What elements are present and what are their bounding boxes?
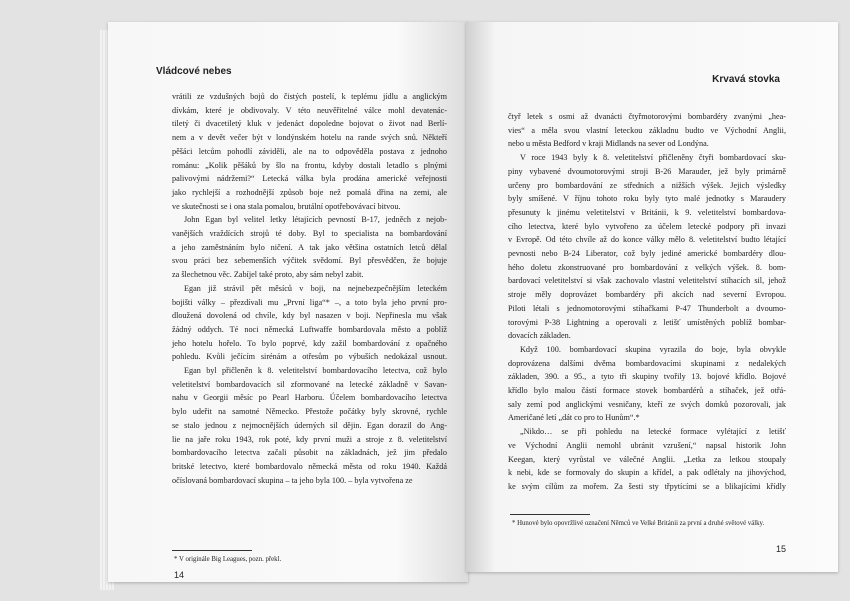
text-line: „Nikdo… se při pohledu na letecké formace vylétající z letišť bbox=[520, 427, 786, 437]
right-page-number: 15 bbox=[775, 544, 786, 554]
text-line: Piloti létali s jednomotorovými stíhačkami P-47 Thunderbolt a dvoumo- bbox=[508, 303, 786, 313]
text-line: bylo udeřit na samotné Německo. Přestože počátky byly skrovné, rychle bbox=[172, 407, 447, 417]
right-footnote: * Hunové bylo opovržlivé označení Němců ve Velké Británii za první a druhé světové války. bbox=[512, 520, 765, 527]
text-line: dívkám, které je obdivovaly. V této neuvěřitelné válce mohl devatenác- bbox=[172, 105, 447, 115]
text-line: stroje měly doprovázet bombardéry při akcích nad severní Evropou. bbox=[508, 290, 786, 300]
text-line: a jeho zaměstnáním bylo ničení. A tak jako většina ostatních letců dělal bbox=[172, 242, 447, 252]
text-line: v Evropě. Od této chvíle až do konce války mělo 8. veletitelství budto létající bbox=[508, 235, 786, 245]
text-line: určeny pro bombardování ze středních a nižších výšek. Jejich výsledky bbox=[508, 180, 786, 190]
text-line: dloužená dovolená od chvíle, kdy byl nasazen v boji. Nepřinesla mu však bbox=[172, 311, 447, 321]
left-body-text bbox=[172, 90, 447, 487]
text-line: Keegan, který vyrůstal ve válečné Anglii. „Letka za letkou stoupaly bbox=[508, 454, 786, 464]
text-line: vies“ a měla svou vlastní leteckou základnu budto ve Východní Anglii, bbox=[508, 125, 786, 135]
text-line: svou práci bez sebemenších výčitek svědomí. Byl přesvědčen, že bojuje bbox=[172, 256, 447, 266]
text-line: ke svým cílům za mořem. Za šesti sty třpytícími se a blikajícími křídly bbox=[508, 481, 786, 491]
text-line: britské letectvo, které bombardovalo německá města od roku 1940. Každá bbox=[172, 461, 447, 471]
text-line: V roce 1943 byly k 8. veletitelství přičleněny čtyři bombardovací sku- bbox=[520, 153, 786, 163]
text-line: doprovázena dalšími dvěma bombardovacími skupinami z nedalekých bbox=[508, 358, 786, 368]
text-line: vrátili ze vzdušných bojů do čistých postelí, k teplému jídlu a anglickým bbox=[172, 92, 447, 101]
text-line: nebo u města Bedford v kraji Midlands na sever od Londýna. bbox=[508, 139, 709, 149]
text-line: ve Východní Anglii nemohl ubránit vzrušení,“ napsal historik John bbox=[508, 440, 786, 450]
left-footnote-rule bbox=[172, 550, 252, 551]
text-line: piny vybavené dvoumotorovými stroji B-26 Marauder, jež byly primárně bbox=[508, 166, 786, 176]
text-line: Američané letí „dát co pro to Hunům“.* bbox=[508, 413, 640, 423]
text-line: John Egan byl velitel letky létajících pevností B-17, jedněch z nejob- bbox=[184, 215, 447, 225]
left-page bbox=[108, 22, 468, 582]
text-line: jeho hotelu hořelo. To bylo poprvé, kdy zažil bombardování z opačného bbox=[172, 338, 447, 348]
text-line: se stalo jednou z nejmocnějších úderných sil dějin. Egan dorazil do Ang- bbox=[172, 420, 447, 430]
text-line: cího letectva, které bylo vytvořeno za účelem letecké podpory při invazi bbox=[508, 221, 786, 231]
text-line: tiletý či dvacetiletý kluk v jedenáct dopoledne bojovat o život nad Berlí- bbox=[172, 119, 447, 129]
text-line: bombardovacího letectva začali působit na základnách, jež jim předalo bbox=[172, 448, 447, 458]
text-line: lie na jaře roku 1943, rok poté, kdy první muži a stroje z 8. veletitelství bbox=[172, 434, 447, 444]
right-running-head: Krvavá stovka bbox=[712, 74, 780, 85]
text-line: bojišti války – přezdívali mu „První liga“* –, a toto byla jeho první pro- bbox=[172, 297, 447, 307]
text-line: přesunuty k jinému veletitelství v Británii, k 9. veletitelství bombardova- bbox=[508, 207, 786, 217]
text-line: pěšáci letcům pohodlí záviděli, ale na to odpověděla postava z jednoho bbox=[172, 146, 447, 156]
text-line: saly zemí pod anglickými vesničany, kteří ze svých domků pozorovali, jak bbox=[508, 399, 786, 409]
text-line: nem a v devět večer být v londýnském hotelu na rande svých snů. Někteří bbox=[172, 133, 447, 143]
right-footnote-rule bbox=[510, 514, 590, 515]
text-line: čtyř letek s osmi až dvanácti čtyřmotorovými bombardéry zvanými „hea- bbox=[508, 112, 786, 121]
text-line: Egan byl přičleněn k 8. veletitelství bombardovacího letectva, což bylo bbox=[184, 366, 447, 376]
left-page-number: 14 bbox=[174, 570, 185, 580]
text-line: za šlechetnou věc. Zabíjel také proto, aby sám nebyl zabit. bbox=[172, 270, 364, 280]
text-line: jako rychlejší a rozhodnější způsob boje než pomalá dřina na zemi, ale bbox=[172, 187, 447, 197]
text-line: pohledu. Kvůli ječícím sirénám a otřesům po výbuších nedokázal usnout. bbox=[172, 352, 447, 362]
right-page bbox=[466, 22, 838, 572]
text-line: dovacích základen. bbox=[508, 331, 571, 341]
text-line: nahu v Georgii měsíc po Pearl Harboru. Účelem bombardovacího letectva bbox=[172, 393, 447, 403]
text-line: křídlo bylo malou částí formace stovek bombardérů a stíhaček, jež otřá- bbox=[508, 386, 786, 396]
text-line: vanějších vraždících strojů té doby. Byl to specialista na bombardování bbox=[172, 229, 447, 239]
text-line: žádný oddych. Té noci německá Luftwaffe bombardovala město a poblíž bbox=[172, 324, 447, 334]
text-line: Egan již strávil pět měsíců v boji, na nejnebezpečnějším leteckém bbox=[184, 283, 447, 293]
text-line: byly smíšené. V říjnu tohoto roku byly tyto malé jednotky s Maraudery bbox=[508, 194, 786, 204]
left-footnote: * V originále Big Leagues, pozn. překl. bbox=[174, 556, 282, 563]
text-line: k nebi, kde se formovaly do skupin a křídel, a pak odlétaly na jihovýchod, bbox=[508, 468, 786, 478]
text-line: veletitelství bombardovacích sil zformované na letecké základně v Savan- bbox=[172, 379, 447, 389]
text-line: ve skutečnosti se i ona stala pomalou, brutální opotřebovávací bitvou. bbox=[172, 201, 401, 211]
text-line: pevnosti nebo B-24 Liberator, což byly jediné americké bombardéry dlou- bbox=[508, 249, 786, 259]
text-line: očíslovaná bombardovací skupina – ta jeho byla 100. – byla vytvořena ze bbox=[172, 475, 413, 485]
text-line: torovými P-38 Lightning a operovali z letišť umístěných poblíž bombar- bbox=[508, 317, 786, 327]
text-line: hého doletu zkonstruované pro bombardování z velkých výšek. 8. bom- bbox=[508, 262, 786, 272]
text-line: základen, 390. a 95., a tyto tři skupiny tvořily 13. bojové křídlo. Bojové bbox=[508, 372, 786, 382]
text-line: palivovými nádržemi?“ Letecká válka byla prodána americké veřejnosti bbox=[172, 174, 447, 184]
text-line: Když 100. bombardovací skupina vyrazila do boje, byla obvykle bbox=[520, 344, 786, 354]
text-line: bardovací veletitelství si však zachovalo vlastní veletitelství stíhacích sil, jehož bbox=[508, 276, 786, 286]
text-line: románu: „Kolik pěšáků by šlo na frontu, kdyby dostali letadlo s plnými bbox=[172, 160, 447, 170]
right-body-text bbox=[508, 110, 786, 494]
left-running-head: Vládcové nebes bbox=[156, 66, 232, 77]
